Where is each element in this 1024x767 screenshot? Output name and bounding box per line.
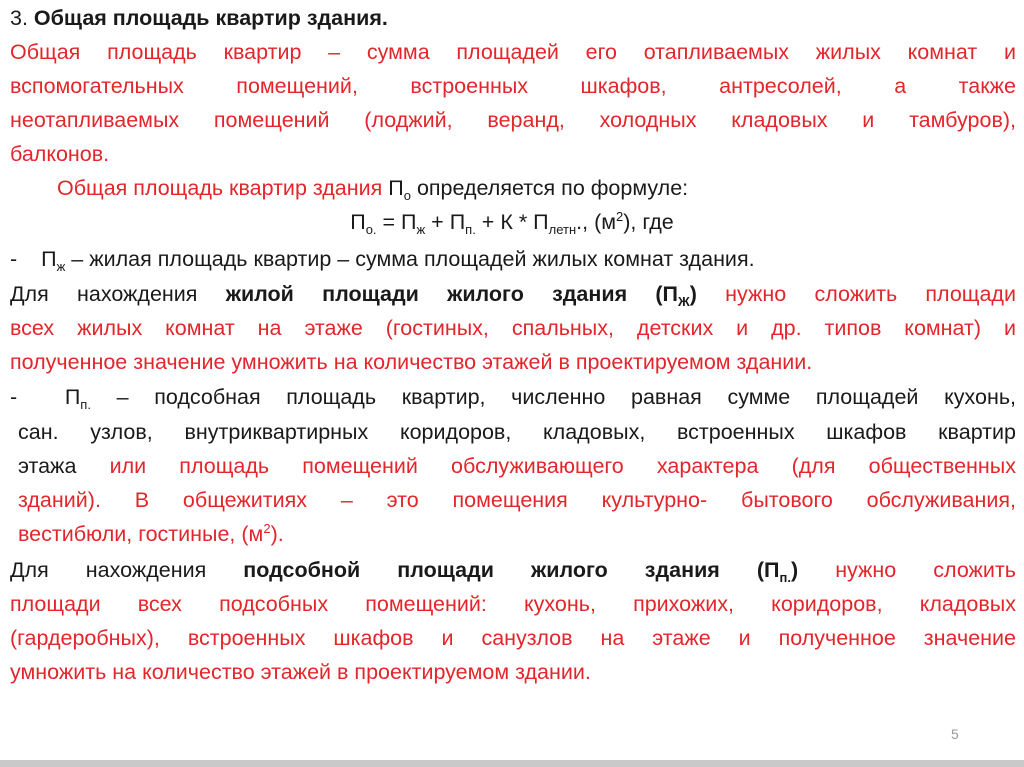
item2-line-1: - $П_{п.}$ – подсобная площадь квартир, численно равная сумме площадей кухонь,: [10, 385, 1016, 412]
section-title: Общая площадь квартир здания.: [33, 6, 388, 30]
para2-line-3: полученное значение умножить на количество этажей в проектируемом здании.: [10, 350, 813, 374]
definition-line-4: балконов.: [10, 142, 110, 166]
para3-line-1: Для нахождения подсобной площади жилого здания $(П_{п.})$ нужно сложить: [10, 558, 1016, 585]
section-number: 3.: [10, 6, 28, 30]
para3-line-2: площади всех подсобных помещений: кухонь, прихожих, коридоров, кладовых: [10, 592, 1016, 616]
formula: $П_{о.} = П_ж + П_{п.} + К * П_{летн}$., $(м^2)$, где: [350, 209, 674, 237]
item2-line-2: сан. узлов, внутриквартирных коридоров, кладовых, встроенных шкафов квартир: [18, 420, 1016, 444]
living-area-symbol: $П_ж$: [41, 247, 66, 274]
section-heading: [10, 3, 1016, 34]
para3-line-4: умножить на количество этажей в проектируемом здании.: [10, 660, 591, 684]
definition-line-2: вспомогательных помещений, встроенных шкафов, антресолей, а также: [10, 74, 1016, 98]
item-living-area: [10, 244, 1016, 275]
definition-line-3: неотапливаемых помещений (лоджий, веранд, холодных кладовых и тамбуров),: [10, 108, 1016, 132]
definition-line-1: Общая площадь квартир – сумма площадей его отапливаемых жилых комнат и: [10, 40, 1016, 64]
para3-line-3: (гардеробных), встроенных шкафов и санузлов на этаже и полученное значение: [10, 626, 1016, 650]
para2-line-2: всех жилых комнат на этаже (гостиных, спальных, детских и др. типов комнат) и: [10, 316, 1016, 340]
formula-intro: [57, 173, 1017, 204]
item2-line-5: вестибюли, гостиные, $(м^2)$.: [18, 521, 284, 546]
para2-line-1: Для нахождения жилой площади жилого здания $(П_Ж)$ нужно сложить площади: [10, 282, 1016, 309]
bullet-dash: -: [10, 385, 18, 409]
formula-intro-symbol: $П_о$: [388, 176, 411, 203]
page-number: 5: [951, 726, 959, 742]
living-area-text: – жилая площадь квартир – сумма площадей жилых комнат здания.: [65, 247, 755, 271]
formula-intro-rest: определяется по формуле:: [410, 176, 689, 200]
item2-line-3: этажа или площадь помещений обслуживающего характера (для общественных: [18, 454, 1016, 478]
item2-line-4: зданий). В общежитиях – это помещения культурно- бытового обслуживания,: [18, 488, 1016, 512]
bottom-divider: [0, 760, 1024, 767]
formula-intro-red: Общая площадь квартир здания: [57, 176, 383, 200]
bullet-dash: -: [10, 247, 18, 271]
